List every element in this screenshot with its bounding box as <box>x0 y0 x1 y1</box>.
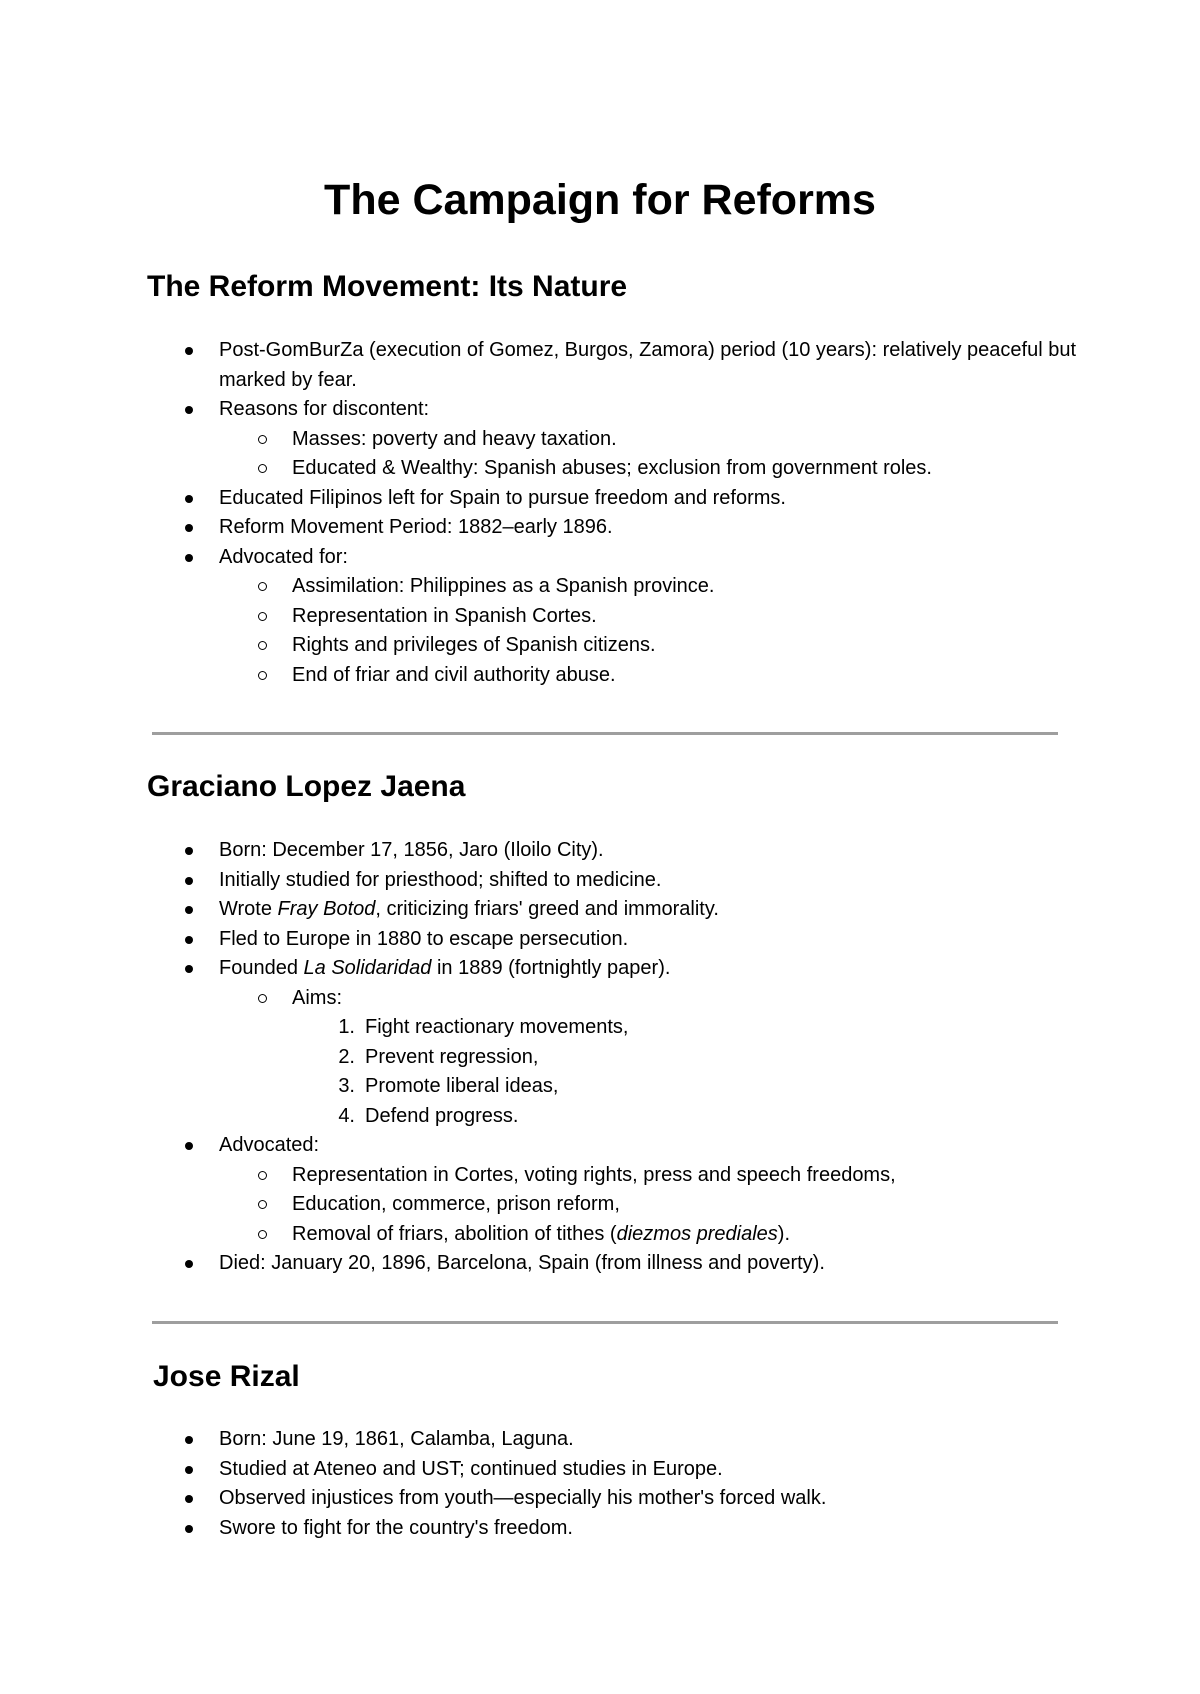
bullet-icon <box>185 406 193 414</box>
book-title-fray-botod: Fray Botod <box>277 898 376 920</box>
numbered-list-item: 2. Prevent regression, <box>0 1043 1200 1073</box>
list-number: 3. <box>338 1075 355 1097</box>
numbered-list-item: 4. Defend progress. <box>0 1102 1200 1132</box>
paper-title-la-solidaridad: La Solidaridad <box>303 957 432 979</box>
horizontal-divider <box>152 1321 1058 1324</box>
section-heading-rizal: Jose Rizal <box>153 1360 300 1393</box>
list-item: Observed injustices from youth—especially his mother's forced walk. <box>0 1484 1200 1514</box>
section-heading-reform-movement: The Reform Movement: Its Nature <box>147 270 628 303</box>
list-number: 4. <box>338 1104 355 1127</box>
term-diezmos-prediales: diezmos prediales <box>616 1222 778 1245</box>
circle-bullet-icon <box>258 435 267 444</box>
circle-bullet-icon <box>258 994 267 1003</box>
circle-bullet-icon <box>258 641 267 650</box>
list-item: Educated & Wealthy: Spanish abuses; exclusion from government roles. <box>0 454 1200 484</box>
rizal-list <box>0 1425 1200 1543</box>
list-item: Reform Movement Period: 1882–early 1896. <box>0 513 1200 543</box>
circle-bullet-icon <box>258 612 267 621</box>
document-title: The Campaign for Reforms <box>324 176 876 224</box>
bullet-icon <box>185 965 193 973</box>
circle-bullet-icon <box>258 464 267 473</box>
bullet-icon <box>185 847 193 855</box>
list-item: Education, commerce, prison reform, <box>0 1190 1200 1220</box>
list-item: Rights and privileges of Spanish citizens. <box>0 631 1200 661</box>
list-number: 2. <box>338 1045 355 1068</box>
list-item: Studied at Ateneo and UST; continued studies in Europe. <box>0 1455 1200 1485</box>
list-item: Reasons for discontent: <box>0 395 1200 425</box>
bullet-icon <box>185 1466 193 1474</box>
list-item: Founded La Solidaridad in 1889 (fortnightly paper). <box>0 954 1200 984</box>
bullet-icon <box>185 495 193 503</box>
list-item: Wrote Fray Botod, criticizing friars' greed and immorality. <box>0 895 1200 925</box>
list-item: Educated Filipinos left for Spain to pursue freedom and reforms. <box>0 484 1200 514</box>
bullet-icon <box>185 1260 193 1268</box>
circle-bullet-icon <box>258 1200 267 1209</box>
bullet-icon <box>185 877 193 885</box>
list-item: Advocated for: <box>0 543 1200 573</box>
circle-bullet-icon <box>258 671 267 680</box>
horizontal-divider <box>152 732 1058 735</box>
circle-bullet-icon <box>258 582 267 591</box>
bullet-icon <box>185 936 193 944</box>
numbered-list-item: 1. Fight reactionary movements, <box>0 1013 1200 1043</box>
list-item: Born: December 17, 1856, Jaro (Iloilo City). <box>0 836 1200 866</box>
bullet-icon <box>185 347 193 355</box>
bullet-icon <box>185 1436 193 1444</box>
list-item: End of friar and civil authority abuse. <box>0 661 1200 691</box>
circle-bullet-icon <box>258 1171 267 1180</box>
section-heading-lopez-jaena: Graciano Lopez Jaena <box>147 770 466 803</box>
list-item: Representation in Cortes, voting rights, press and speech freedoms, <box>0 1161 1200 1191</box>
list-number: 1. <box>338 1016 355 1038</box>
bullet-icon <box>185 1495 193 1503</box>
bullet-icon <box>185 906 193 914</box>
reform-movement-list <box>0 336 1200 690</box>
list-item: Fled to Europe in 1880 to escape persecution. <box>0 925 1200 955</box>
bullet-icon <box>185 1525 193 1533</box>
list-item: Born: June 19, 1861, Calamba, Laguna. <box>0 1425 1200 1455</box>
list-item: Removal of friars, abolition of tithes (diezmos prediales). <box>0 1220 1200 1250</box>
list-item: Post-GomBurZa (execution of Gomez, Burgos, Zamora) period (10 years): relatively peaceful but marked by fear. <box>0 336 1200 395</box>
bullet-icon <box>185 524 193 532</box>
list-item: Representation in Spanish Cortes. <box>0 602 1200 632</box>
list-item: Swore to fight for the country's freedom. <box>0 1514 1200 1544</box>
list-item: Masses: poverty and heavy taxation. <box>0 425 1200 455</box>
bullet-icon <box>185 554 193 562</box>
list-item: Died: January 20, 1896, Barcelona, Spain (from illness and poverty). <box>0 1249 1200 1279</box>
circle-bullet-icon <box>258 1230 267 1239</box>
list-item: Initially studied for priesthood; shifted to medicine. <box>0 866 1200 896</box>
list-item: Advocated: <box>0 1131 1200 1161</box>
list-item: Aims: <box>0 984 1200 1014</box>
numbered-list-item: 3. Promote liberal ideas, <box>0 1072 1200 1102</box>
bullet-icon <box>185 1142 193 1150</box>
lopez-jaena-list <box>0 836 1200 1279</box>
list-item: Assimilation: Philippines as a Spanish province. <box>0 572 1200 602</box>
